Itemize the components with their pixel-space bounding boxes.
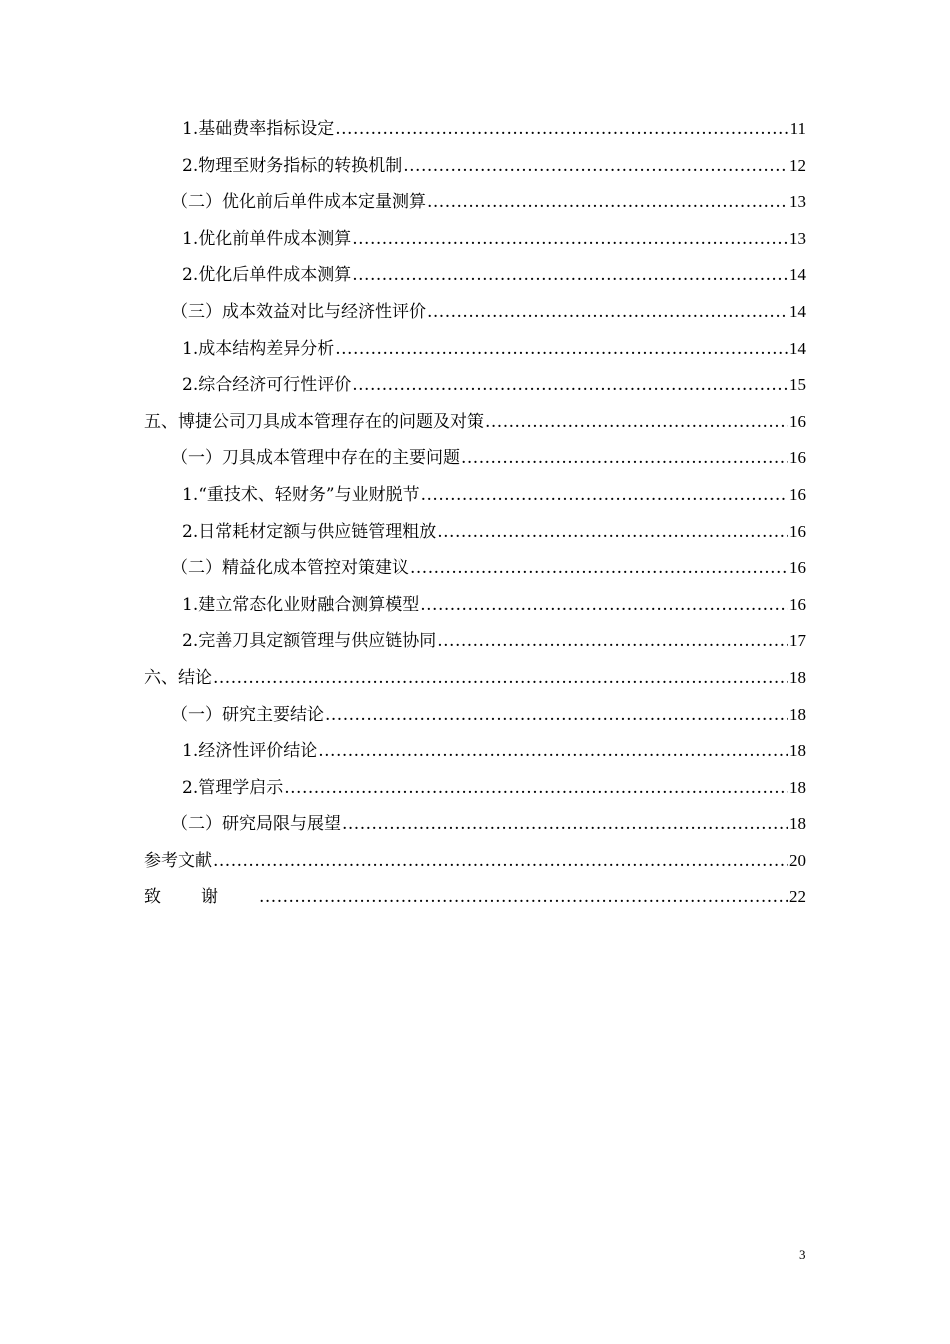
toc-entry-page: 18 <box>789 704 806 724</box>
toc-entry-page: 18 <box>789 741 806 761</box>
toc-dot-leader <box>352 221 788 258</box>
toc-entry[interactable] <box>144 514 806 551</box>
toc-entry-label: 1.基础费率指标设定 <box>182 119 335 139</box>
toc-dot-leader <box>352 257 788 294</box>
toc-entry[interactable] <box>144 660 806 697</box>
toc-entry[interactable] <box>144 587 806 624</box>
toc-entry-page: 18 <box>789 777 806 797</box>
toc-entry-label: 参考文献 <box>144 850 212 871</box>
toc-entry[interactable] <box>144 221 806 258</box>
toc-entry-page: 16 <box>789 558 806 578</box>
toc-entry-page: 14 <box>789 301 806 321</box>
toc-entry[interactable] <box>144 257 806 294</box>
toc-entry-page: 18 <box>789 814 806 834</box>
toc-entry[interactable] <box>144 733 806 770</box>
toc-entry-label: （二）精益化成本管控对策建议 <box>171 558 409 579</box>
toc-dot-leader <box>213 843 788 880</box>
toc-dot-leader <box>437 514 788 551</box>
toc-entry-label: 2.优化后单件成本测算 <box>182 265 352 286</box>
toc-dot-leader <box>284 770 788 807</box>
toc-entry-label: 致谢 <box>144 887 258 908</box>
toc-entry-label: 2.管理学启示 <box>182 777 284 798</box>
toc-entry-label: 1.经济性评价结论 <box>182 741 318 762</box>
toc-entry-page: 13 <box>789 228 806 248</box>
toc-dot-leader <box>437 623 788 660</box>
toc-entry-page: 17 <box>789 631 806 651</box>
table-of-contents <box>144 111 806 916</box>
toc-entry-page: 20 <box>789 850 806 870</box>
toc-dot-leader <box>485 404 788 441</box>
toc-entry-page: 22 <box>789 887 806 907</box>
toc-entry[interactable] <box>144 148 806 185</box>
toc-dot-leader <box>421 477 788 514</box>
toc-entry[interactable] <box>144 294 806 331</box>
toc-entry-label: 2.综合经济可行性评价 <box>182 375 352 396</box>
toc-dot-leader <box>342 806 788 843</box>
toc-entry-label: 1.成本结构差异分析 <box>182 338 335 359</box>
toc-dot-leader <box>427 184 788 221</box>
toc-dot-leader <box>335 331 788 368</box>
toc-entry[interactable] <box>144 697 806 734</box>
toc-entry-label: （二）研究局限与展望 <box>171 814 341 835</box>
toc-entry[interactable] <box>144 404 806 441</box>
toc-entry[interactable] <box>144 843 806 880</box>
toc-entry-label: （三）成本效益对比与经济性评价 <box>171 301 426 322</box>
toc-dot-leader <box>420 587 788 624</box>
toc-dot-leader <box>352 367 788 404</box>
toc-entry-page: 16 <box>789 594 806 614</box>
page-number: 3 <box>799 1247 806 1262</box>
toc-dot-leader <box>403 148 788 185</box>
toc-entry[interactable] <box>144 111 806 148</box>
toc-entry-page: 16 <box>789 521 806 541</box>
toc-entry-label: 2.日常耗材定额与供应链管理粗放 <box>182 521 437 542</box>
toc-entry-label: （一）研究主要结论 <box>171 704 324 725</box>
toc-entry-label: 六、结论 <box>144 667 212 688</box>
toc-entry-page: 18 <box>789 667 806 687</box>
toc-entry-label: 1.建立常态化业财融合测算模型 <box>182 594 420 615</box>
toc-entry[interactable] <box>144 806 806 843</box>
toc-entry-page: 16 <box>789 484 806 504</box>
toc-dot-leader <box>410 550 788 587</box>
toc-entry[interactable] <box>144 477 806 514</box>
toc-entry[interactable] <box>144 770 806 807</box>
toc-entry-page: 16 <box>789 411 806 431</box>
toc-entry-label: 2.物理至财务指标的转换机制 <box>182 155 403 176</box>
toc-entry-page: 14 <box>789 338 806 358</box>
toc-entry-page: 13 <box>789 192 806 212</box>
toc-entry-label: （一）刀具成本管理中存在的主要问题 <box>171 448 460 469</box>
toc-entry[interactable] <box>144 879 806 916</box>
toc-dot-leader <box>318 733 788 770</box>
toc-dot-leader <box>335 111 788 148</box>
toc-entry-label: 五、博捷公司刀具成本管理存在的问题及对策 <box>144 411 484 432</box>
toc-entry-page: 16 <box>789 448 806 468</box>
toc-entry[interactable] <box>144 367 806 404</box>
toc-dot-leader <box>461 440 788 477</box>
toc-entry-label: 1.优化前单件成本测算 <box>182 228 352 249</box>
toc-entry-page: 15 <box>789 375 806 395</box>
toc-dot-leader <box>427 294 788 331</box>
toc-entry-page: 12 <box>789 155 806 175</box>
toc-dot-leader <box>213 660 788 697</box>
toc-entry-label: 1.“重技术、轻财务”与业财脱节 <box>182 484 420 505</box>
toc-entry-page: 14 <box>789 265 806 285</box>
toc-entry[interactable] <box>144 440 806 477</box>
toc-entry-label: （二）优化前后单件成本定量测算 <box>171 192 426 213</box>
toc-entry[interactable] <box>144 331 806 368</box>
toc-entry[interactable] <box>144 550 806 587</box>
toc-entry[interactable] <box>144 184 806 221</box>
toc-entry-label: 2.完善刀具定额管理与供应链协同 <box>182 631 437 652</box>
toc-entry[interactable] <box>144 623 806 660</box>
toc-entry-page: 11 <box>789 119 806 138</box>
toc-dot-leader <box>259 879 788 916</box>
toc-dot-leader <box>325 697 788 734</box>
